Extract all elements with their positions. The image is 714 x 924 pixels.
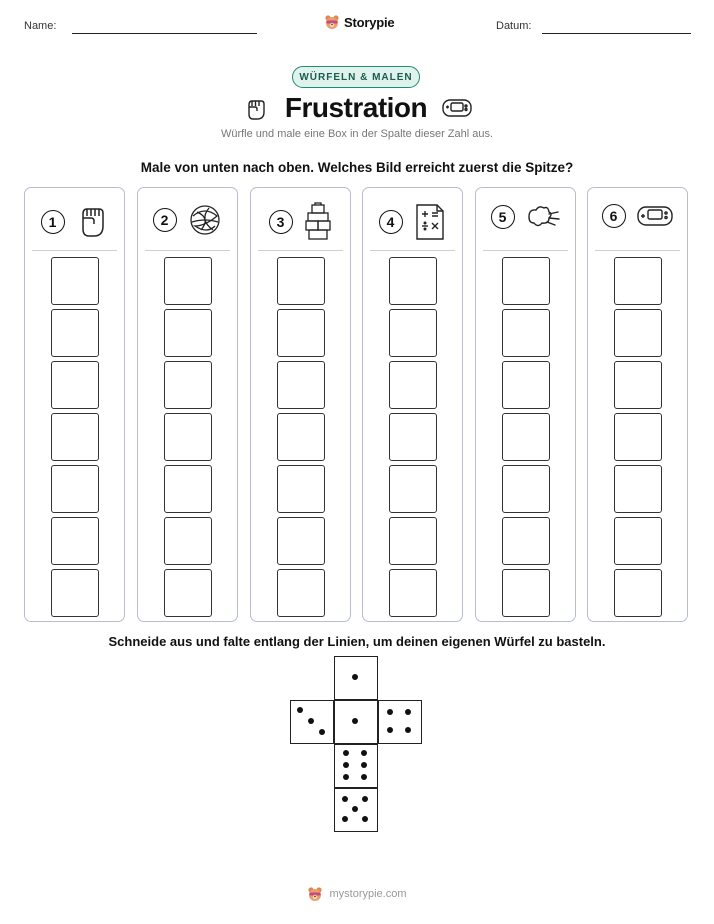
pip: [361, 762, 367, 768]
color-box[interactable]: [502, 257, 550, 305]
box-stack: [389, 257, 437, 621]
column-divider: [258, 250, 343, 251]
color-box[interactable]: [277, 569, 325, 617]
pip: [297, 707, 303, 713]
name-label: Name:: [24, 20, 57, 32]
color-box[interactable]: [502, 569, 550, 617]
color-box[interactable]: [164, 309, 212, 357]
column-number: 1: [41, 210, 65, 234]
column-header: [138, 202, 237, 238]
die-face-1-center: [334, 700, 378, 744]
stacked-blocks-icon: [303, 202, 333, 242]
box-stack: [502, 257, 550, 621]
color-box[interactable]: [389, 257, 437, 305]
column-header: [25, 202, 124, 242]
column-divider: [595, 250, 680, 251]
color-box[interactable]: [51, 309, 99, 357]
color-box[interactable]: [389, 361, 437, 409]
color-box[interactable]: [277, 517, 325, 565]
pip: [362, 816, 368, 822]
die-face-5: [334, 788, 378, 832]
color-box[interactable]: [389, 413, 437, 461]
column-divider: [32, 250, 117, 251]
column-number: 2: [153, 208, 177, 232]
steam-puff-icon: [525, 202, 561, 232]
color-box[interactable]: [277, 309, 325, 357]
box-stack: [164, 257, 212, 621]
die-face-1: [334, 656, 378, 700]
color-box[interactable]: [614, 257, 662, 305]
column-6: [587, 187, 688, 622]
column-header: [363, 202, 462, 242]
color-box[interactable]: [164, 517, 212, 565]
column-2: [137, 187, 238, 622]
color-box[interactable]: [614, 309, 662, 357]
pip: [308, 718, 314, 724]
column-number: 3: [269, 210, 293, 234]
column-5: [475, 187, 576, 622]
die-face-4: [378, 700, 422, 744]
color-box[interactable]: [389, 309, 437, 357]
pip: [342, 816, 348, 822]
tangled-yarn-icon: [187, 202, 223, 238]
box-stack: [614, 257, 662, 621]
column-number: 5: [491, 205, 515, 229]
color-box[interactable]: [277, 465, 325, 513]
column-header: [476, 202, 575, 232]
instruction: Male von unten nach oben. Welches Bild erreicht zuerst die Spitze?: [140, 160, 574, 175]
dice-net: [290, 656, 424, 834]
color-box[interactable]: [277, 361, 325, 409]
bear-mascot-icon: [307, 886, 323, 902]
date-label: Datum:: [496, 20, 532, 32]
color-box[interactable]: [277, 413, 325, 461]
color-box[interactable]: [614, 361, 662, 409]
color-box[interactable]: [51, 465, 99, 513]
color-box[interactable]: [164, 257, 212, 305]
fist-icon: [241, 93, 271, 123]
column-1: [24, 187, 125, 622]
color-box[interactable]: [51, 517, 99, 565]
color-box[interactable]: [502, 361, 550, 409]
color-box[interactable]: [614, 413, 662, 461]
pip: [387, 709, 393, 715]
box-stack: [51, 257, 99, 621]
color-box[interactable]: [502, 413, 550, 461]
color-box[interactable]: [277, 257, 325, 305]
page-title: Frustration: [284, 92, 428, 123]
color-box[interactable]: [614, 465, 662, 513]
subtitle: Würfle und male eine Box in der Spalte dieser Zahl aus.: [220, 128, 494, 140]
pip: [405, 727, 411, 733]
column-3: [250, 187, 351, 622]
column-header: [588, 202, 687, 230]
color-box[interactable]: [614, 569, 662, 617]
bear-mascot-icon: [324, 14, 340, 30]
name-line: [72, 33, 257, 34]
date-line: [542, 33, 691, 34]
color-box[interactable]: [389, 569, 437, 617]
column-number: 6: [602, 204, 626, 228]
column-header: [251, 202, 350, 242]
column-4: [362, 187, 463, 622]
game-controller-icon: [441, 96, 473, 120]
cut-instruction: Schneide aus und falte entlang der Linien, um deinen eigenen Würfel zu basteln.: [108, 634, 606, 649]
color-box[interactable]: [164, 361, 212, 409]
pip: [342, 796, 348, 802]
pip: [387, 727, 393, 733]
color-box[interactable]: [502, 517, 550, 565]
column-divider: [483, 250, 568, 251]
math-worksheet-icon: [413, 202, 447, 242]
column-divider: [370, 250, 455, 251]
die-face-6: [334, 744, 378, 788]
color-box[interactable]: [502, 309, 550, 357]
color-box[interactable]: [164, 465, 212, 513]
color-box[interactable]: [51, 569, 99, 617]
die-face-3: [290, 700, 334, 744]
title-row: [0, 90, 714, 126]
fist-icon: [75, 202, 109, 242]
color-box[interactable]: [51, 413, 99, 461]
color-box[interactable]: [164, 413, 212, 461]
color-box[interactable]: [164, 569, 212, 617]
pip: [362, 796, 368, 802]
pip: [352, 674, 358, 680]
pip: [343, 774, 349, 780]
color-box[interactable]: [51, 361, 99, 409]
pip: [361, 750, 367, 756]
footer: [0, 886, 714, 902]
brand-logo: [324, 14, 394, 30]
pip: [343, 762, 349, 768]
activity-badge: WÜRFELN & MALEN: [292, 66, 420, 88]
brand-name: Storypie: [344, 14, 395, 30]
pip: [343, 750, 349, 756]
color-box[interactable]: [389, 517, 437, 565]
column-number: 4: [379, 210, 403, 234]
game-controller-icon: [636, 202, 674, 230]
pip: [319, 729, 325, 735]
pip: [352, 718, 358, 724]
color-box[interactable]: [51, 257, 99, 305]
color-box[interactable]: [389, 465, 437, 513]
color-box[interactable]: [502, 465, 550, 513]
color-box[interactable]: [614, 517, 662, 565]
column-divider: [145, 250, 230, 251]
pip: [352, 806, 358, 812]
footer-url: mystorypie.com: [329, 888, 407, 900]
pip: [361, 774, 367, 780]
pip: [405, 709, 411, 715]
box-stack: [277, 257, 325, 621]
